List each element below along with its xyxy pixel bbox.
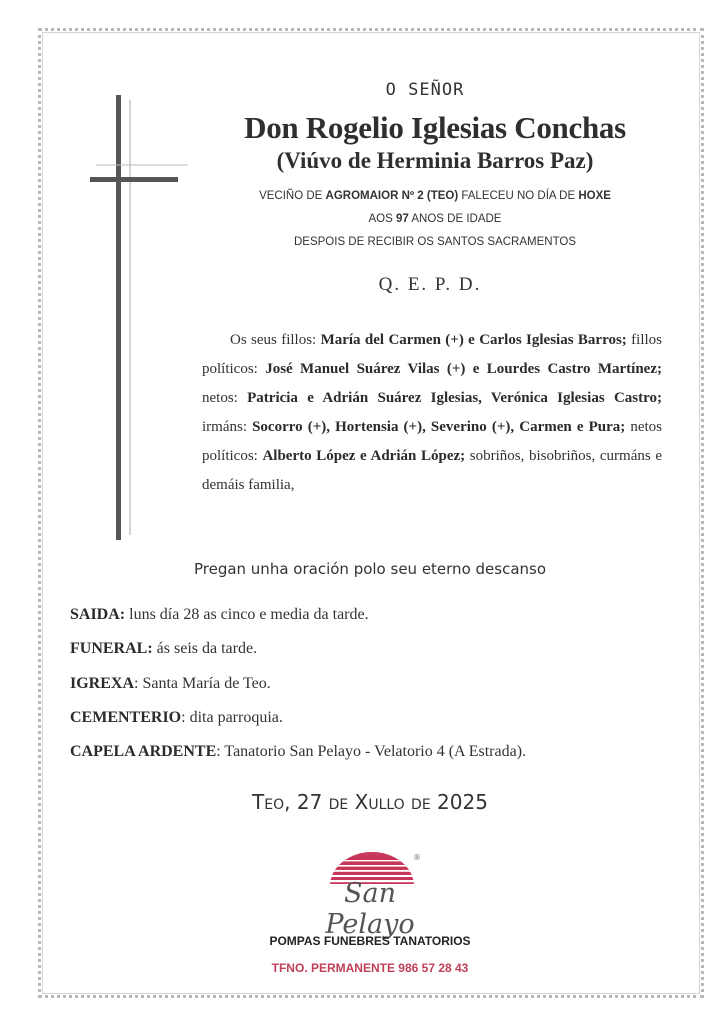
registered-mark: ® — [413, 853, 421, 862]
info-igrexa: IGREXA: Santa María de Teo. — [70, 675, 271, 692]
cross-icon — [88, 95, 198, 540]
company-tagline: POMPAS FUNEBRES TANATORIOS — [269, 934, 471, 948]
residence-line: VECIÑO DE AGROMAIOR Nº 2 (TEO) FALECEU NO DÍA DE HOXE — [259, 190, 611, 202]
widow-of: (Viúvo de Herminia Barros Paz) — [276, 148, 594, 173]
date-line: Teo, 27 de Xullo de 2025 — [252, 790, 488, 814]
info-funeral: FUNERAL: ás seis da tarde. — [70, 640, 258, 657]
logo-text: San Pelayo — [325, 878, 415, 940]
qepd: Q. E. P. D. — [378, 274, 482, 295]
age-line: AOS 97 ANOS DE IDADE — [368, 213, 502, 225]
info-cementerio: CEMENTERIO: dita parroquia. — [70, 709, 283, 726]
deceased-name: Don Rogelio Iglesias Conchas — [244, 110, 626, 145]
title-prefix: O SEÑOR — [385, 80, 465, 100]
family-paragraph: Os seus fillos: María del Carmen (+) e Carlos Iglesias Barros; fillos políticos: José Manuel Suárez Vilas (+) e Lourdes Castro Martínez; netos: Patricia e Adrián Suárez Iglesias, Verónica Iglesias Castro; irmáns: Socorro (+), Hortensia (+), Severino (+), Carmen e Pura; netos políticos: Alberto López e Adrián López; sobriños, bisobriños, curmáns e demáis familia, — [202, 332, 662, 493]
phone-number: TFNO. PERMANENTE 986 57 28 43 — [271, 961, 469, 975]
prayer-request: Pregan unha oración polo seu eterno descanso — [193, 560, 547, 578]
info-saida: SAIDA: luns día 28 as cinco e media da tarde. — [70, 606, 369, 623]
sacraments-line: DESPOIS DE RECIBIR OS SANTOS SACRAMENTOS — [293, 236, 577, 248]
info-capela-ardente: CAPELA ARDENTE: Tanatorio San Pelayo - Velatorio 4 (A Estrada). — [70, 743, 527, 760]
